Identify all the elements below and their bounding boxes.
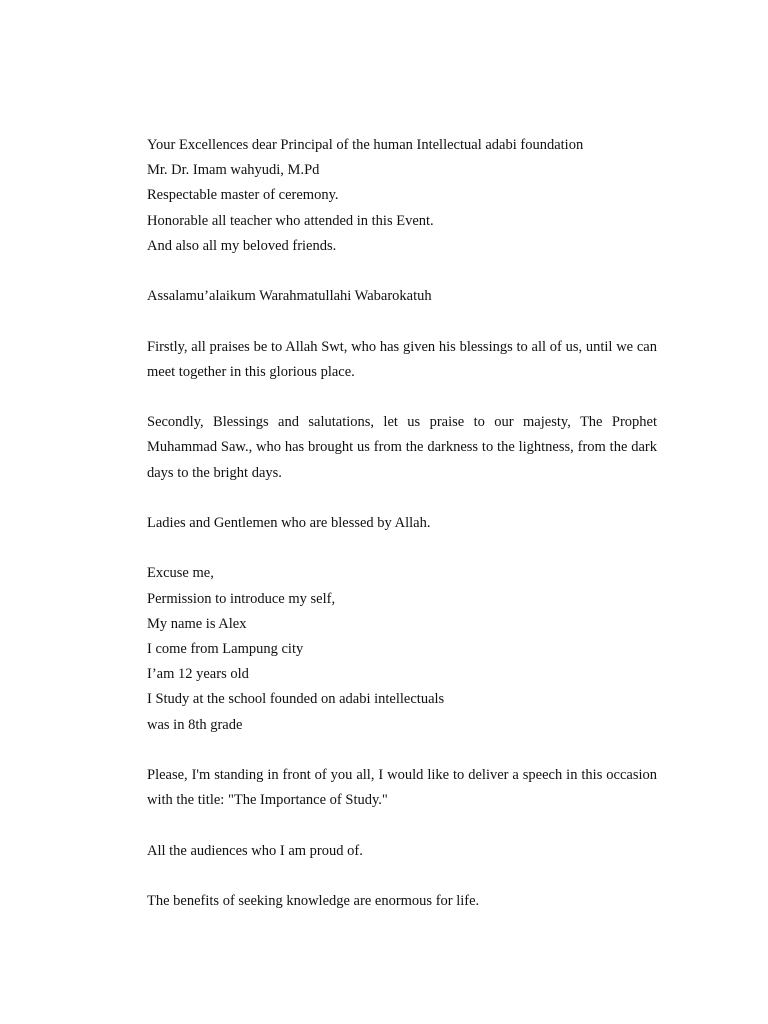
paragraph-gap: [147, 259, 657, 284]
paragraph-gap: [147, 309, 657, 334]
greeting-block: [147, 133, 657, 259]
paragraph-gap: [147, 536, 657, 561]
please-paragraph: Please, I'm standing in front of you all, I would like to deliver a speech in this occasion with the title: "The Importance of Study.": [147, 766, 657, 809]
intro-line: I’am 12 years old: [147, 666, 249, 683]
greeting-line: And also all my beloved friends.: [147, 237, 337, 254]
intro-line: I come from Lampung city: [147, 640, 304, 657]
firstly-paragraph: Firstly, all praises be to Allah Swt, who has given his blessings to all of us, until we can meet together in this glorious place.: [147, 338, 657, 380]
salam-paragraph: Assalamu’alaikum Warahmatullahi Wabarokatuh: [147, 288, 432, 305]
greeting-line: Respectable master of ceremony.: [147, 187, 339, 204]
ladies-paragraph: Ladies and Gentlemen who are blessed by Allah.: [147, 514, 431, 531]
audiences-paragraph: All the audiences who I am proud of.: [147, 842, 363, 859]
speech-text: [147, 133, 657, 914]
paragraph-gap: [147, 813, 657, 838]
greeting-line: Mr. Dr. Imam wahyudi, M.Pd: [147, 162, 320, 179]
intro-line: My name is Alex: [147, 615, 247, 632]
benefits-paragraph: The benefits of seeking knowledge are enormous for life.: [147, 892, 480, 909]
paragraph-gap: [147, 486, 657, 511]
intro-line: Excuse me,: [147, 565, 214, 582]
paragraph-gap: [147, 864, 657, 889]
intro-line: I Study at the school founded on adabi intellectuals: [147, 691, 445, 708]
greeting-line: Your Excellences dear Principal of the human Intellectual adabi foundation: [147, 137, 584, 153]
paragraph-gap: [147, 385, 657, 410]
intro-line: Permission to introduce my self,: [147, 590, 336, 607]
secondly-paragraph: Secondly, Blessings and salutations, let us praise to our majesty, The Prophet Muhammad Saw., who has brought us from the darkness to the lightness, from the dark days to the bright days.: [147, 414, 657, 481]
intro-line: was in 8th grade: [147, 716, 243, 733]
introduction-block: [147, 561, 657, 737]
greeting-line: Honorable all teacher who attended in this Event.: [147, 212, 434, 229]
paragraph-gap: [147, 738, 657, 763]
